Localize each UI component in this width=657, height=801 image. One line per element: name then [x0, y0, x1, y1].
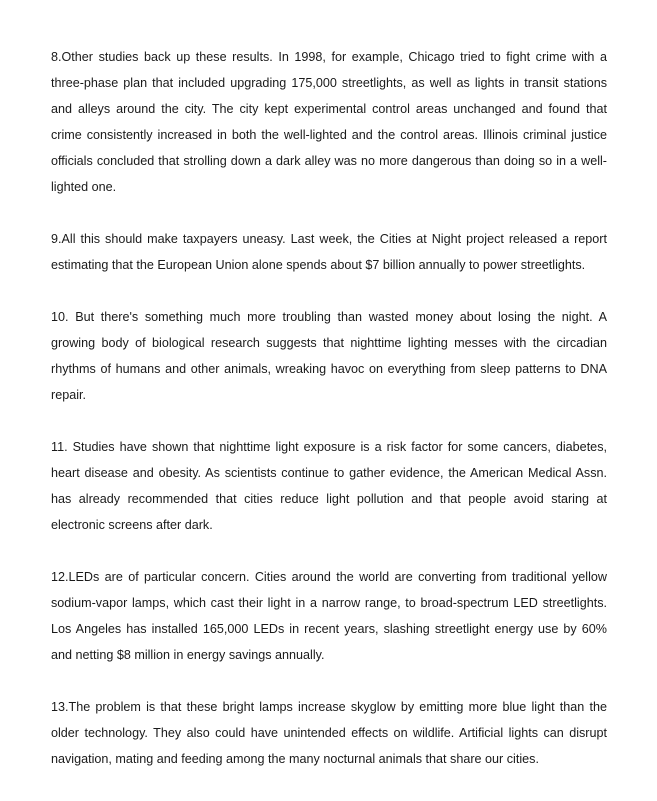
paragraph-13: 13.The problem is that these bright lamps increase skyglow by emitting more blue light than the older technology. They also could have unintended effects on wildlife. Artificial lights can disrupt navigation, mating and feeding among the many nocturnal animals that share our cities. — [51, 700, 607, 766]
document-page — [51, 44, 607, 772]
paragraph-8: 8.Other studies back up these results. In 1998, for example, Chicago tried to fight crime with a three-phase plan that included upgrading 175,000 streetlights, as well as lights in transit stations and alleys around the city. The city kept experimental control areas unchanged and found that crime consistently increased in both the well-lighted and the control areas. Illinois criminal justice officials concluded that strolling down a dark alley was no more dangerous than doing so in a well-lighted one. — [51, 50, 607, 194]
paragraph-9: 9.All this should make taxpayers uneasy. Last week, the Cities at Night project released a report estimating that the European Union alone spends about $7 billion annually to power streetlights. — [51, 232, 607, 272]
paragraph-11: 11. Studies have shown that nighttime light exposure is a risk factor for some cancers, diabetes, heart disease and obesity. As scientists continue to gather evidence, the American Medical Assn. has already recommended that cities reduce light pollution and that people avoid staring at electronic screens after dark. — [51, 440, 607, 532]
paragraph-10: 10. But there's something much more troubling than wasted money about losing the night. A growing body of biological research suggests that nighttime lighting messes with the circadian rhythms of humans and other animals, wreaking havoc on everything from sleep patterns to DNA repair. — [51, 310, 607, 402]
paragraph-12: 12.LEDs are of particular concern. Cities around the world are converting from traditional yellow sodium-vapor lamps, which cast their light in a narrow range, to broad-spectrum LED streetlights. Los Angeles has installed 165,000 LEDs in recent years, slashing streetlight energy use by 60% and netting $8 million in energy savings annually. — [51, 570, 607, 662]
